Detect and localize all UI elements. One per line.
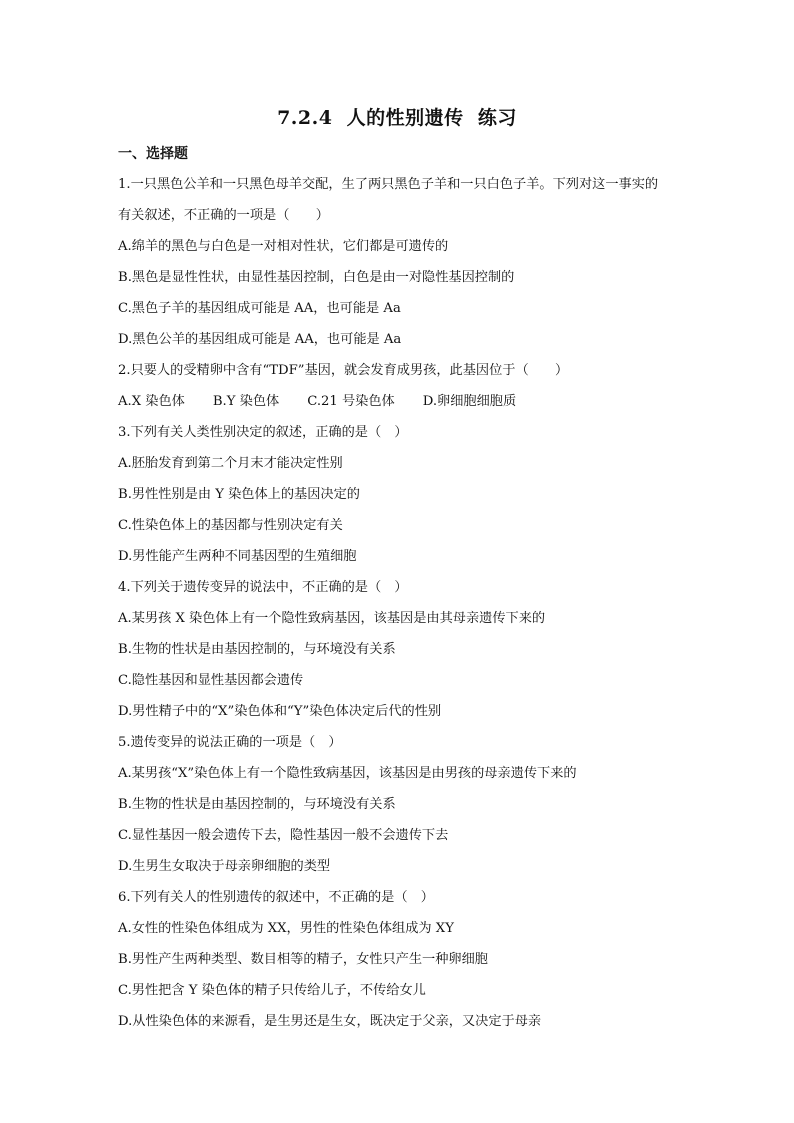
question-3-option-d: D.男性能产生两种不同基因型的生殖细胞: [118, 549, 357, 564]
question-3-option-c: C.性染色体上的基因都与性别决定有关: [118, 518, 343, 533]
question-4-option-d: D.男性精子中的“X”染色体和“Y”染色体决定后代的性别: [118, 704, 442, 719]
question-6: [118, 882, 698, 1037]
question-list: [118, 169, 698, 1037]
question-6-stem: 6.下列有关人的性别遗传的叙述中，不正确的是（ ）: [118, 890, 434, 905]
question-6-option-a: A.女性的性染色体组成为 XX，男性的性染色体组成为 XY: [118, 921, 454, 936]
question-3-stem: 3.下列有关人类性别决定的叙述，正确的是（ ）: [118, 425, 408, 440]
question-2: [118, 355, 698, 417]
question-5-option-c: C.显性基因一般会遗传下去，隐性基因一般不会遗传下去: [118, 828, 449, 843]
question-2-option-a: A.X 染色体: [118, 394, 185, 409]
document-title: 7.2.4 人的性别遗传 练习: [277, 107, 517, 129]
question-4-option-b: B.生物的性状是由基因控制的，与环境没有关系: [118, 642, 396, 657]
question-5: [118, 727, 698, 882]
question-1-option-b: B.黑色是显性性状，由显性基因控制，白色是由一对隐性基因控制的: [118, 270, 515, 285]
question-1-option-d: D.黑色公羊的基因组成可能是 AA，也可能是 Aa: [118, 332, 402, 347]
question-3: [118, 417, 698, 572]
question-1: [118, 169, 698, 355]
question-2-option-b: B.Y 染色体: [212, 394, 280, 409]
question-4: [118, 572, 698, 727]
question-3-option-b: B.男性性别是由 Y 染色体上的基因决定的: [118, 487, 360, 502]
question-1-stem-line-1: 1.一只黑色公羊和一只黑色母羊交配，生了两只黑色子羊和一只白色子羊。下列对这一事实的: [118, 177, 659, 192]
question-4-stem: 4.下列关于遗传变异的说法中，不正确的是（ ）: [118, 580, 408, 595]
question-6-option-b: B.男性产生两种类型、数目相等的精子，女性只产生一种卵细胞: [118, 952, 488, 967]
question-2-option-c: C.21 号染色体: [307, 394, 395, 409]
question-6-option-c: C.男性把含 Y 染色体的精子只传给儿子，不传给女儿: [118, 983, 426, 998]
question-1-stem-line-2: 有关叙述，不正确的一项是（ ）: [118, 208, 329, 223]
question-5-option-a: A.某男孩“X”染色体上有一个隐性致病基因，该基因是由男孩的母亲遗传下来的: [118, 766, 577, 781]
question-3-option-a: A.胚胎发育到第二个月末才能决定性别: [118, 456, 343, 471]
question-2-options: [118, 386, 698, 417]
question-5-option-d: D.生男生女取决于母亲卵细胞的类型: [118, 859, 331, 874]
question-2-stem: 2.只要人的受精卵中含有“TDF”基因，就会发育成男孩，此基因位于（ ）: [118, 363, 569, 378]
question-1-option-a: A.绵羊的黑色与白色是一对相对性状，它们都是可遗传的: [118, 239, 449, 254]
question-5-stem: 5.遗传变异的说法正确的一项是（ ）: [118, 735, 342, 750]
section-heading: 一、选择题: [118, 146, 188, 162]
question-5-option-b: B.生物的性状是由基因控制的，与环境没有关系: [118, 797, 396, 812]
question-4-option-c: C.隐性基因和显性基因都会遗传: [118, 673, 304, 688]
question-2-option-d: D.卵细胞细胞质: [422, 394, 517, 409]
question-6-option-d: D.从性染色体的来源看，是生男还是生女，既决定于父亲，又决定于母亲: [118, 1014, 542, 1029]
question-1-option-c: C.黑色子羊的基因组成可能是 AA，也可能是 Aa: [118, 301, 401, 316]
question-4-option-a: A.某男孩 X 染色体上有一个隐性致病基因，该基因是由其母亲遗传下来的: [118, 611, 546, 626]
